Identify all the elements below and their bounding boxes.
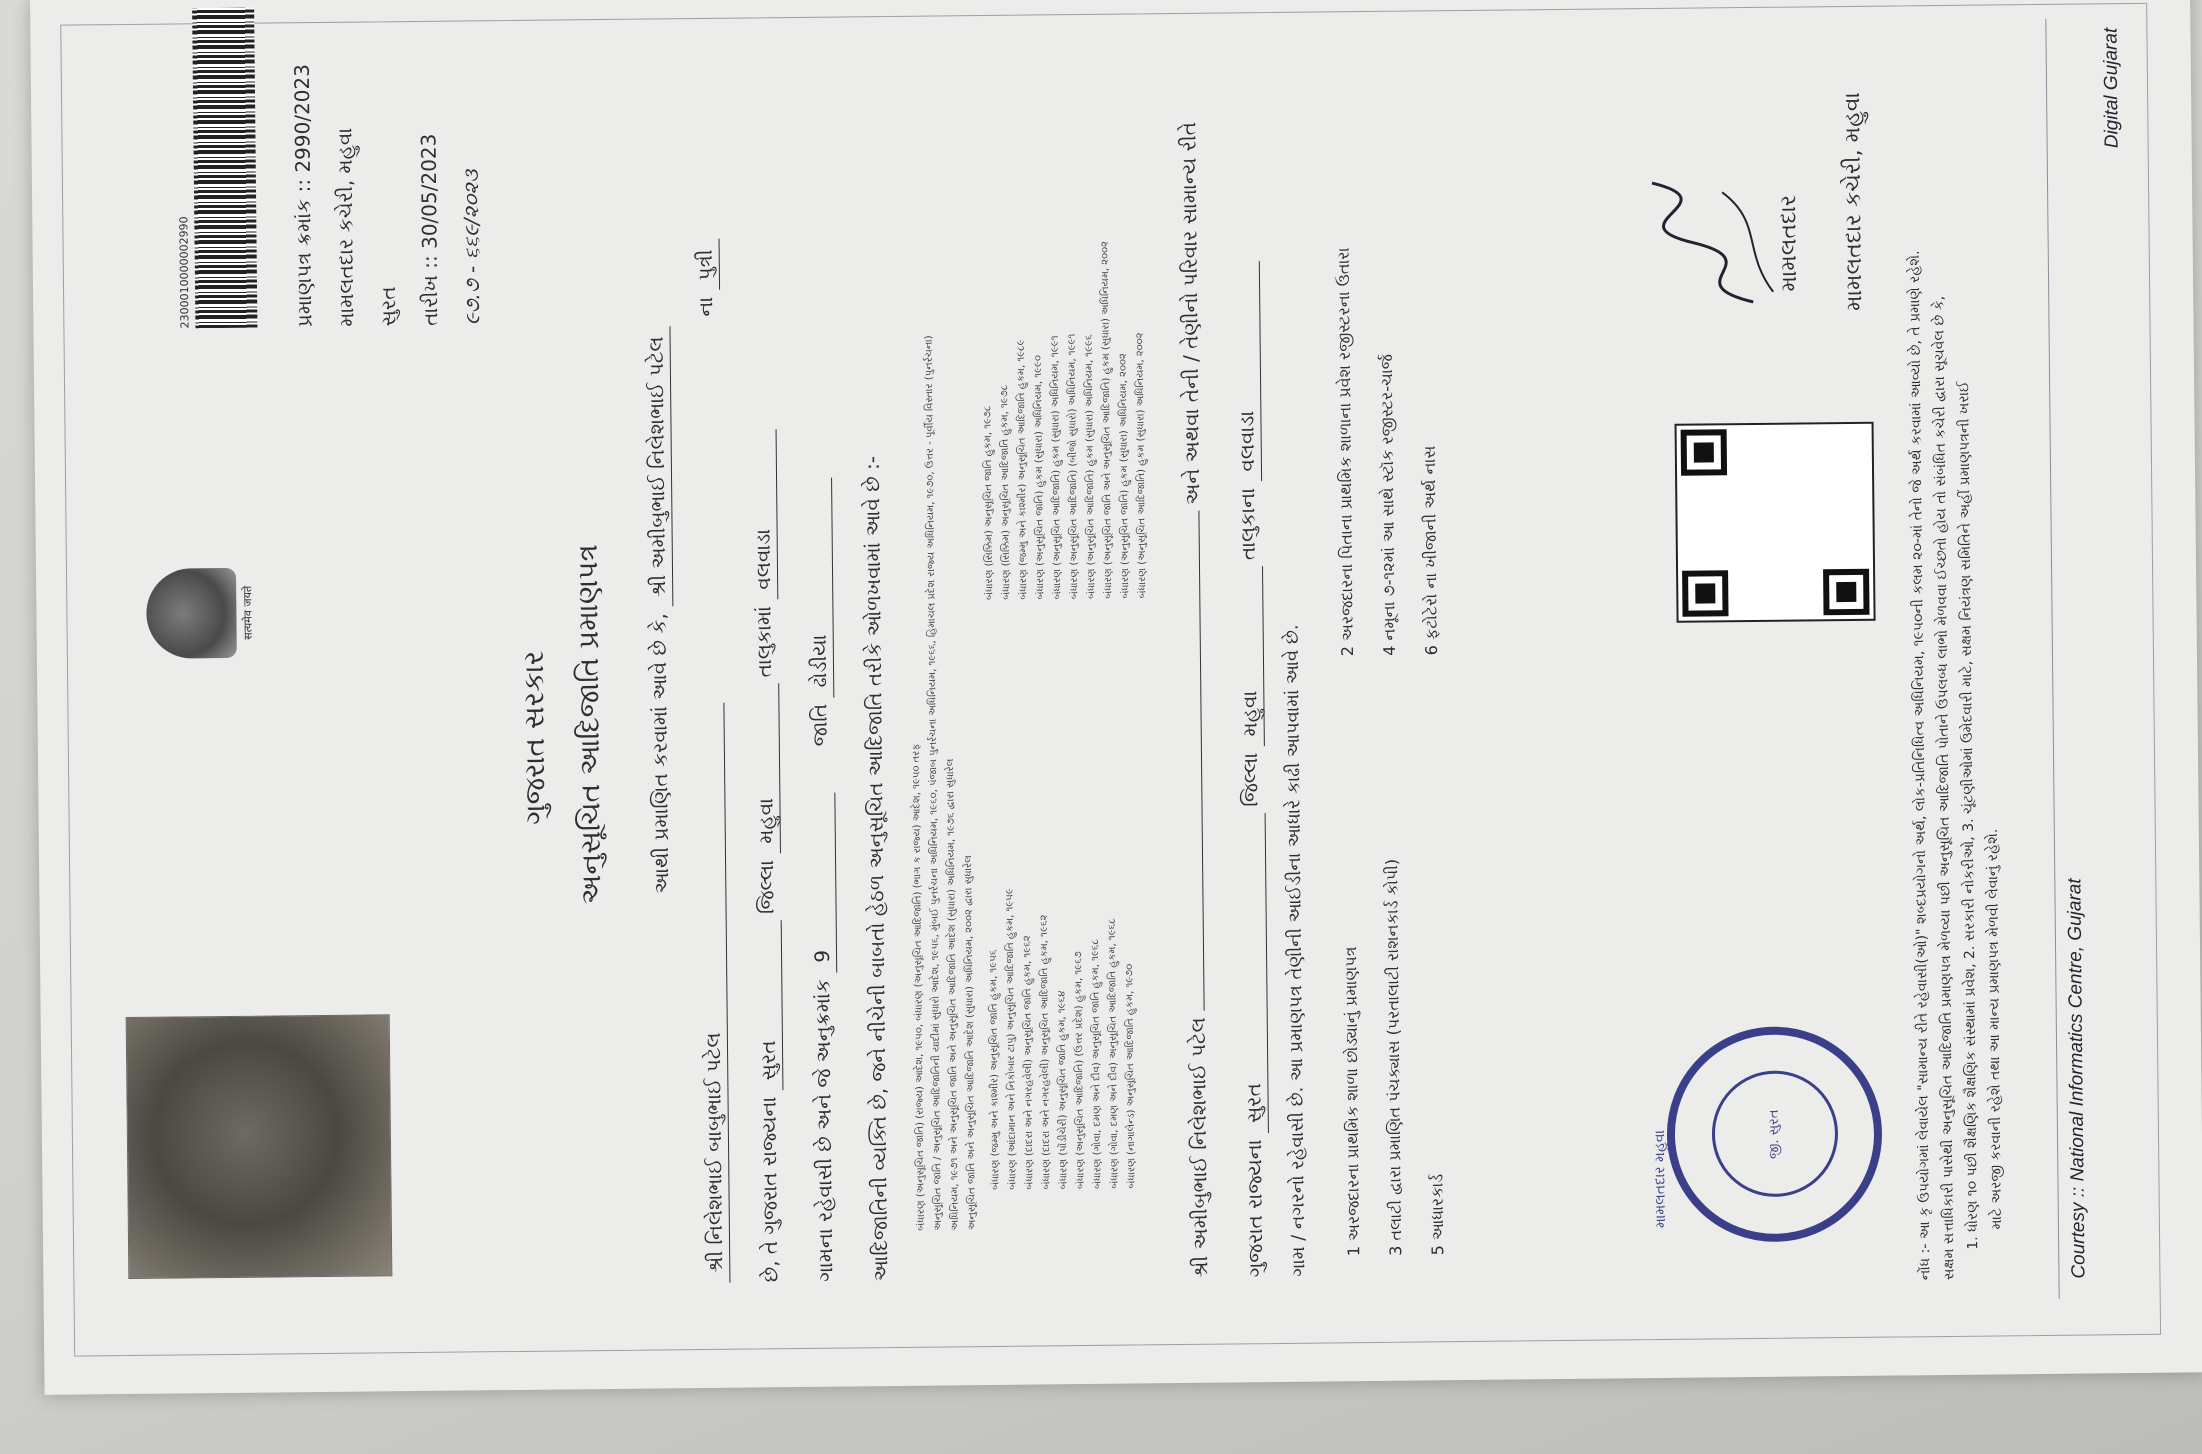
courtesy-text: Courtesy :: National Informatics Centre, Gujarat	[2064, 878, 2090, 1279]
act-item: બંધારણ (અનુસૂચિત જાતિ) (રાજ્ય) આદેશ, ૧૯૫૦, બંધારણ (અનુસૂચિત આદિજાતિ) (ભાગ ક રાજ્ય) આદેશ, ૧૯૫૦ તરફ	[910, 743, 927, 1231]
barcode	[192, 8, 257, 329]
ashoka-lion-icon	[146, 568, 237, 659]
act-item: બંધારણ (જમ્મુ અને કાશ્મીર) અનુસૂચિત જાતિ હુકમ, ૧૯૫૬	[987, 949, 1002, 1191]
act-item: અનુસૂચિત જાતિ અને અનુસૂચિત આદિજાતિ આદેશ (સુધારા) અધિનિયમ, ૨૦૦૨ દ્વારા સુધારેલ	[963, 855, 978, 1231]
act-item: બંધારણ (આંદામાન અને નિકોબાર ટાપુ) અનુસૂચિત આદિજાતિ હુકમ, ૧૯૫૯	[1004, 888, 1019, 1190]
doc-item: 1 અરજદારના પ્રાથમિક શાળા છોડ્યાનું પ્રમાણપત્ર	[1340, 946, 1364, 1257]
note-line: માટે અરજી કરવાની રહેશે તથા આ માન્ય પ્રમાણપત્ર મેળવી લેવાનું રહેશે.	[1984, 828, 2005, 1230]
doc-item: 4 નમૂના ૭-૧૨માં આ સાથે સ્ટૉક રજીસ્ટર-ચાર્જ	[1376, 354, 1399, 656]
acts-list-3	[976, 78, 1151, 600]
issuing-office: મામલતદાર કચેરી, મહુવા	[332, 127, 359, 327]
applicant-name: શ્રી અમીબુભાઈ નિલેશભાઈ પટેલ	[643, 326, 673, 607]
body-line-2	[691, 103, 730, 1283]
act-item: બંધારણ (અનુસૂચિત આદિજાતિ) (ઉત્તર પ્રદેશ) હુકમ, ૧૯૬૭	[1073, 951, 1087, 1190]
certificate-no-label: પ્રમાણપત્ર ક્રમાંક ::	[290, 178, 317, 328]
line3-district: સુરત	[755, 920, 784, 1090]
documents-list	[1321, 55, 1460, 1256]
act-item: બંધારણ (ગોવા, દમણ અને દીવ) અનુસૂચિત આદિજાતિ હુકમ, ૧૯૬૮	[1106, 918, 1121, 1189]
acts-list-1	[901, 110, 981, 1231]
government-title: ગુજરાત સરકાર	[516, 650, 552, 825]
doc-item: 6 ફટોટેરો ના ખીજાની અર્થ નાસ	[1419, 445, 1441, 656]
seal-inner	[1711, 1071, 1838, 1198]
note-line: 1. ધોરણ ૧૦ પછી શૈક્ષણિક શૈક્ષણિક સંસ્થામાં પ્રવેશ, 2. સરકારી નોકરીઓ, 3. ચૂંટણીઓમાં ઉમેદવારી માટે, સક્ષમ નિયંત્રણ સમિતિને અહીં પ્રમાણપત્રની ખરાઈ	[1956, 381, 1982, 1250]
qr-code	[1675, 422, 1876, 623]
applicant-photo	[126, 1014, 393, 1279]
act-item: બંધારણ (અનુસૂચિત જાતિ) હુકમ (સુધારા) અધિનિયમ, ૧૯૯૦	[1032, 354, 1047, 600]
line3-taluka-label: તાલુકામાં	[751, 605, 777, 678]
signature-office: મામલતદાર કચેરી, મહુવા	[1840, 91, 1868, 312]
signature-block	[1631, 92, 1867, 313]
certificate-title: અનુસૂચિત આદિજાતિ પ્રમાણપત્ર	[570, 544, 608, 905]
act-item: બંધારણ (અનુસૂચિત આદિજાતિ) હુકમ (સુધારા) અધિનિયમ, ૨૦૦૨	[1134, 332, 1149, 599]
body-line-6	[1176, 58, 1213, 1278]
act-item: બંધારણ (સિક્કિમ) અનુસૂચિત જાતિ હુકમ, ૧૯૭૮	[982, 405, 996, 601]
signature-scribble	[1632, 172, 1793, 314]
line4-prefix: ગામના રહેવાસી છે અને જે અનુક્રમાંક	[810, 978, 838, 1282]
body-line-7	[1231, 57, 1271, 1277]
act-item: બંધારણ (અનુસૂચિત જાતિ) હુકમ (સુધારા) અધિનિયમ, ૨૦૦૨	[1117, 353, 1132, 599]
serial-number: 9	[808, 793, 837, 973]
date-label: તારીખ ::	[417, 255, 443, 326]
jati-name: ઢોડીયા	[805, 477, 834, 697]
emblem-caption: सत्यमेव जयते	[241, 585, 255, 640]
official-seal	[1666, 1026, 1883, 1243]
body-line-8: ગામ / નગરનો રહેવાસી છે. આ પ્રમાણપત્ર તેણીની આઈડીના આધારે કાઢી આપવામાં આવે છે.	[1281, 624, 1310, 1277]
act-item: બંધારણ (અનુસૂચિત જાતિ અને અનુસૂચિત આદિજાતિ) હુકમ (સુધારા) અધિનિયમ, ૨૦૦૨	[1099, 240, 1115, 599]
body-line-3	[746, 82, 786, 1282]
reference-no: ૯૭.૭ - ૬૬૯/૨૦૨૩	[458, 169, 485, 326]
issuing-district: સુરત	[376, 286, 401, 327]
line3-taluka: મહુવા	[752, 684, 781, 854]
act-item: બંધારણ (નાગાલેન્ડ) અનુસૂચિત આદિજાતિ હુકમ, ૧૯૭૦	[1124, 963, 1138, 1189]
signature-title: મામલતદાર	[1776, 194, 1803, 292]
act-item: બંધારણ (જમ્મુ અને કાશ્મીર) અનુસૂચિત આદિજાતિ હુકમ, ૧૯૮૯	[1015, 339, 1030, 600]
act-item: બંધારણ (પોંડીચેરી) અનુસૂચિત જાતિ હુકમ, ૧૯૬૪	[1056, 990, 1070, 1190]
relation-label: ના	[693, 296, 718, 317]
line7-prefix: ગુજરાત રાજ્યના	[1241, 1139, 1268, 1278]
certificate-content	[70, 8, 2144, 1330]
body-line-4	[801, 82, 841, 1282]
relation: પુત્રી	[693, 239, 721, 290]
line7-district: સુરત	[1239, 813, 1269, 1133]
line7-taluka: મહુવા	[1236, 566, 1265, 746]
doc-item: 5 આધારકાર્ડ	[1427, 1173, 1448, 1256]
certificate-no: 2990/2023	[289, 63, 315, 173]
act-item: બંધારણ (દાદરા અને નગરહવેલી) અનુસૂચિત જાતિ હુકમ, ૧૯૬૨	[1021, 935, 1036, 1190]
issue-date: 30/05/2023	[416, 133, 442, 250]
seal-inner-text: જી. સુરત	[1766, 1109, 1783, 1160]
line7-village: વલવાડા	[1233, 261, 1262, 481]
act-item: બંધારણ (અનુસૂચિત આદિજાતિ) (બીજો સુધારો) અધિનિયમ, ૧૯૯૧	[1066, 333, 1081, 600]
acts-list-2	[982, 668, 1140, 1190]
digital-gujarat-text: Digital Gujarat	[2100, 27, 2123, 149]
certificate-meta	[281, 62, 494, 327]
act-item: અનુસૂચિત જાતિ / અનુસૂચિત આદિજાતિની યાદીમાં સુધારો આદેશ, ૧૯૫૬, મુંબઈ પુનર્રચના અધિનિયમ, ૧૯૬૦, પંજાબ પુનર્રચના અધિનિયમ, ૧૯૬૬, હિમાચલ પ્રદેશ રાજ્ય અધિનિયમ, ૧૯૭૦, ઉત્તર - પૂર્વીય વિસ્તાર (પુનર્રચના)	[923, 335, 944, 1231]
certificate-sheet	[30, 0, 2202, 1395]
act-item: બંધારણ (સિક્કિમ) અનુસૂચિત આદિજાતિ હુકમ, ૧૯૭૮	[999, 384, 1013, 600]
act-item: બંધારણ (અનુસૂચિત આદિજાતિ) હુકમ (સુધારા) અધિનિયમ, ૧૯૯૬	[1083, 334, 1098, 599]
parent-name: શ્રી નિલેશભાઈ બાબુભાઈ પટેલ	[697, 703, 730, 1283]
act-item: અધિનિયમ, ૧૯૭૧ અને અનુસૂચિત જાતિ અને અનુસૂચિત આદિજાતિ આદેશ (સુધારા) અધિનિયમ, ૧૯૭૬ દ્વારા સુધારેલ	[944, 758, 961, 1231]
line3-jilla-label: જિલ્લા	[754, 859, 779, 915]
line6-name: શ્રી અમીબુભાઈ નિલેશભાઈ પટેલ	[1185, 1017, 1213, 1278]
line7-jilla-label: જિલ્લા	[1237, 752, 1263, 807]
barcode-block	[175, 8, 257, 329]
jati-label: જાતિ	[807, 703, 832, 747]
act-item: બંધારણ (ગોવા, દમણ અને દીવ) અનુસૂચિત જાતિ હુકમ, ૧૯૬૮	[1089, 938, 1104, 1189]
line1-prefix: આથી પ્રમાણિત કરવામાં આવે છે કે,	[646, 613, 674, 894]
act-item: બંધારણ (અનુસૂચિત આદિજાતિ) હુકમ (સુધારા) અધિનિયમ, ૧૯૯૧	[1049, 335, 1064, 600]
note-line: નોંધ :- આ કૃ ઉપયોગમાં લેવાયેલ "સામાન્ય રીતે રહેવાસી(ઓ)" શબ્દપ્રયોગનો અર્થ, લોક-પ્રતિનિધિત્વ અધિનિયમ, ૧૯૫૦ની કલમ ૨૦-માં તેનો જે અર્થ કરવામાં આવ્યો છે, તે પ્રમાણે રહેશે.	[1906, 250, 1934, 1281]
body-line-5: આદિજાતિની વ્યક્તિ છે, જને નીચેની બાબતો હેઠળ અનુસૂચિત આદિજાતિ તરીકે ઓળખવામાં આવે છે :-	[859, 455, 893, 1282]
line7-taluka-label: તાલુકાના	[1235, 487, 1260, 561]
seal-outer-text: મામલતદાર મહુવા	[1651, 1129, 1669, 1229]
barcode-number: 2300010000002990	[177, 216, 192, 329]
doc-item: 3 તલાટી દ્વારા પ્રમાણિત પંચક્યાસ (પરતાલાટી રાશનકાર્ડ કોપી)	[1382, 858, 1406, 1256]
line3-prefix: છે, તે ગુજરાત રાજ્યના	[756, 1096, 783, 1283]
line6-suffix: અને અથવા તેની / તેણીનો પરિવાર સામાન્ય રીતે	[1176, 121, 1205, 505]
doc-item: 2 અરજદારના પિતાના પ્રાથમિક શાળાના પ્રવેશ રજીસ્ટરના ઉતારા	[1333, 247, 1357, 657]
note-line: સક્ષમ સત્તાધિકારી પાસેથી અનુસૂચિત આદિજાતિ પ્રમાણપત્ર મેળવ્યા પછી અનુસૂચિત આદિજાતિ પોતાને ઉપલબ્ધ લાભો મેળવવા ઈચ્છતો હોય તો સંબંધિત કચેરી દ્વારા સૂચવેલ છે કે,	[1931, 295, 1958, 1281]
body-line-1	[643, 326, 676, 893]
state-emblem	[146, 558, 267, 669]
line3-village: વલવાડા	[750, 430, 779, 600]
notes	[1901, 39, 2010, 1280]
act-item: બંધારણ (દાદરા અને નગરહવેલી) અનુસૂચિત આદિજાતિ હુકમ, ૧૯૬૨	[1038, 914, 1053, 1190]
